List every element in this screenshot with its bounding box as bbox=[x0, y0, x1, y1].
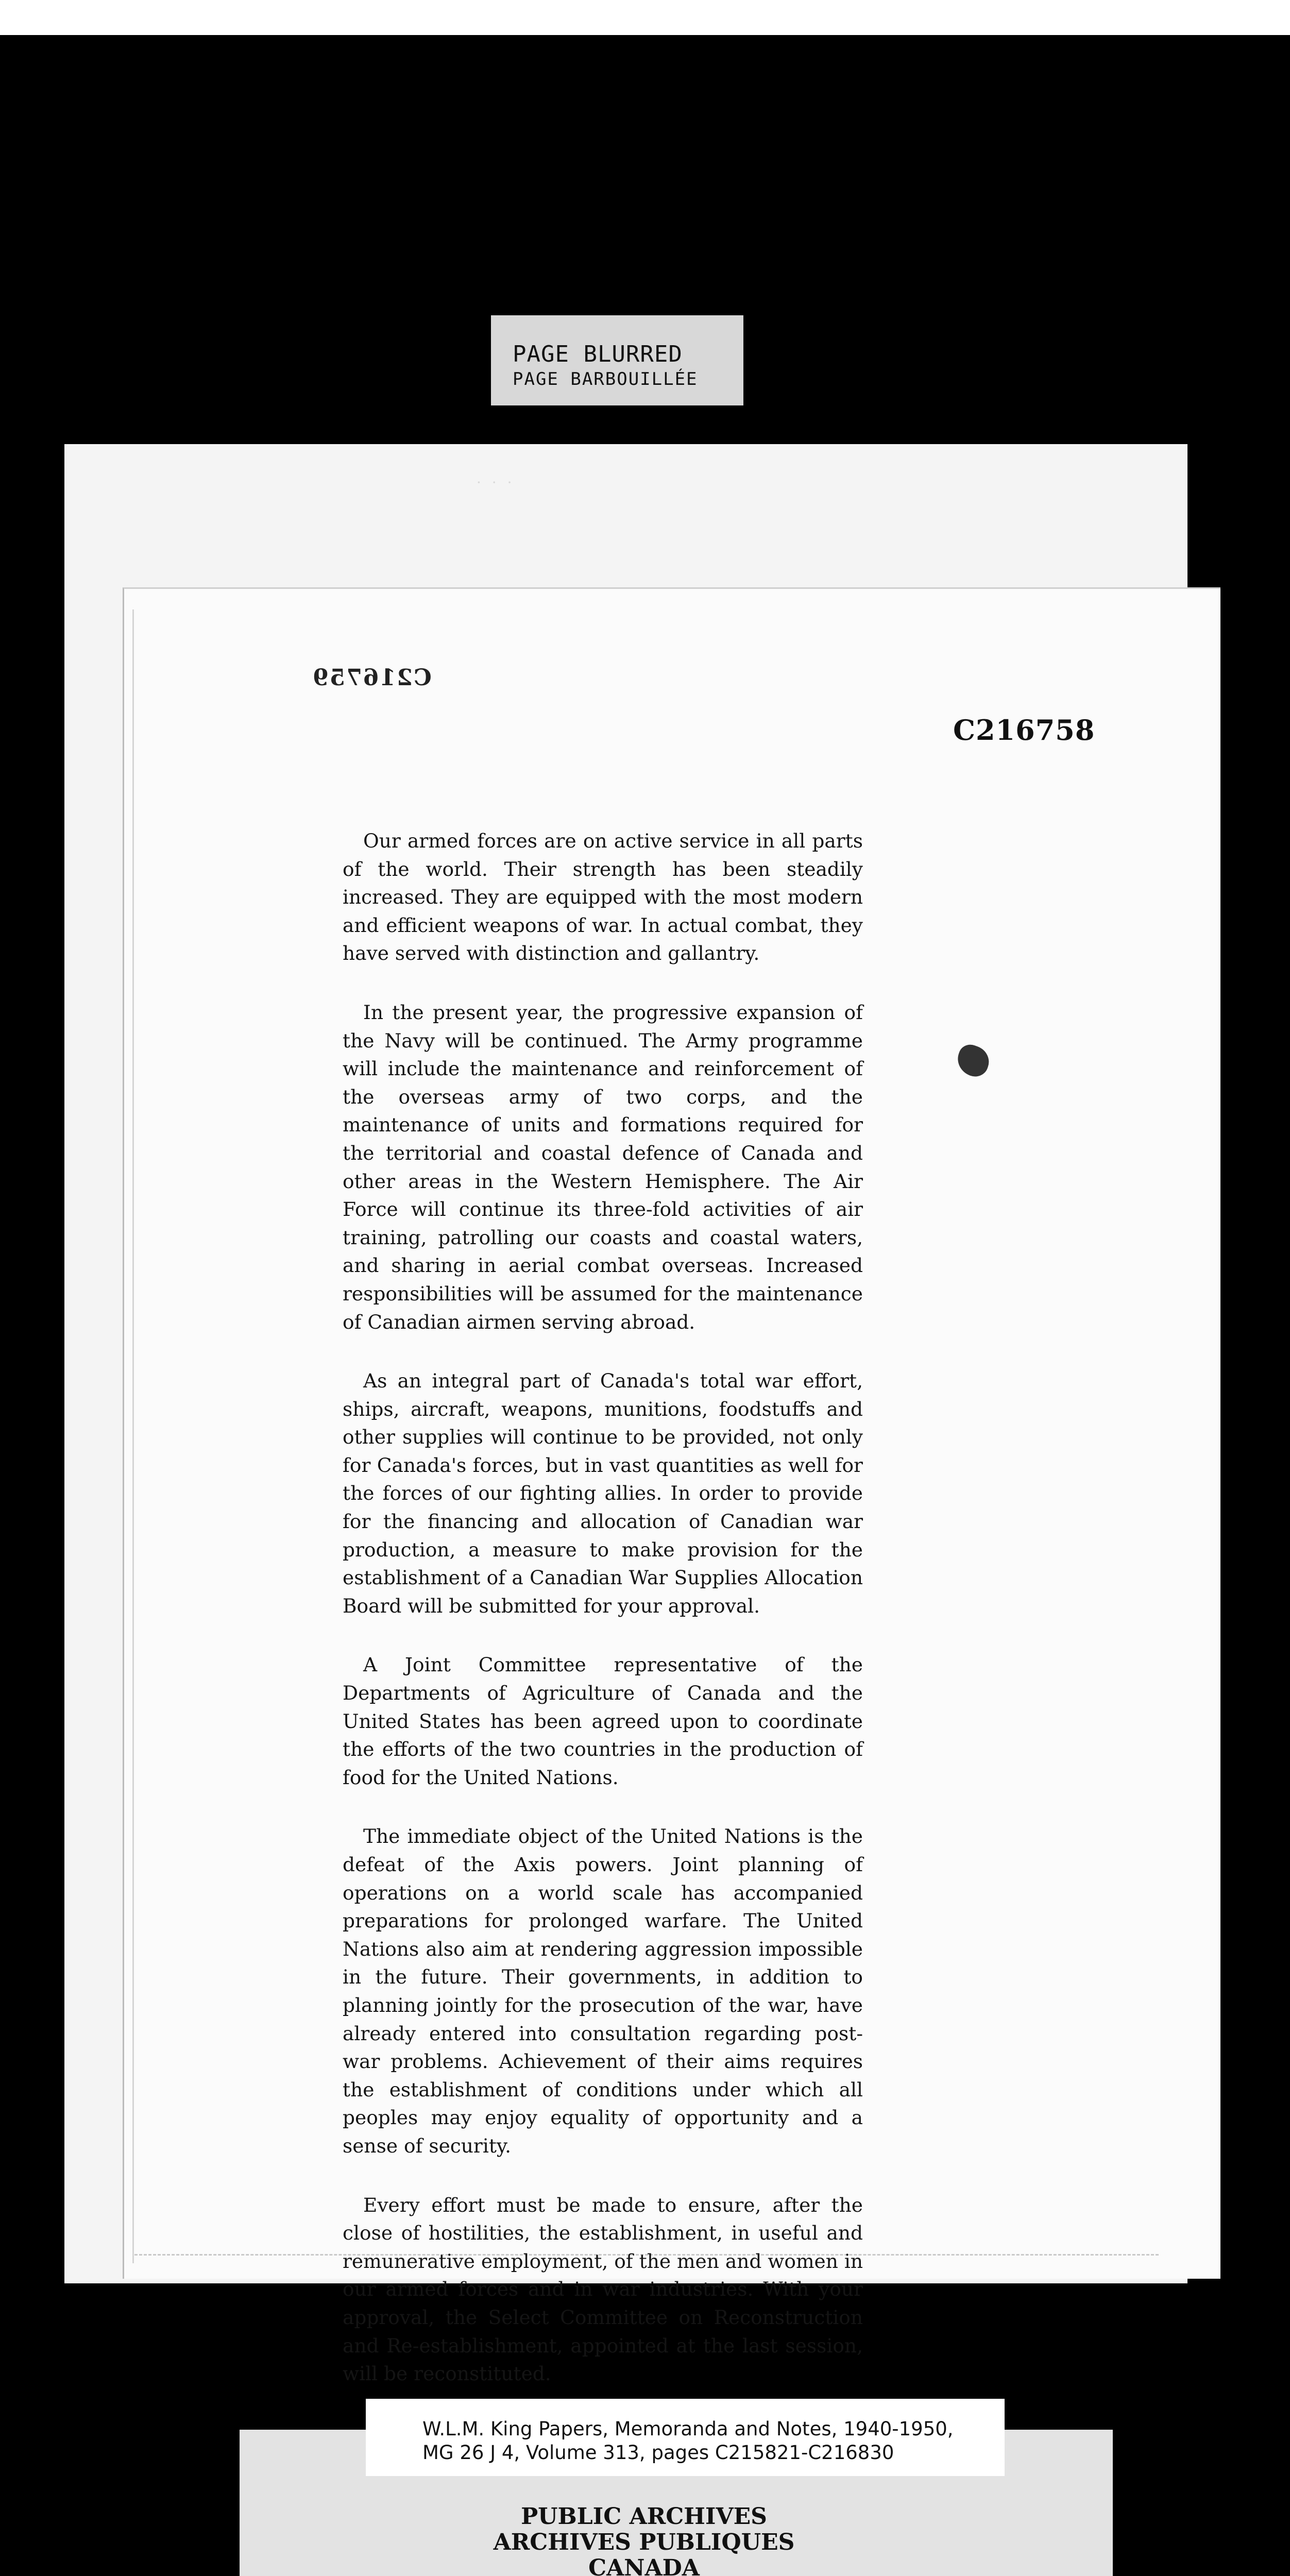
paragraph-war-supplies: As an integral part of Canada's total war effort, ships, aircraft, weapons, munitions, foodstuffs and other supplies will continue to be provided, not only for Canada's forces, but in vast quantities as well for the forces of our fighting allies. In order to provide for the financing and allocation of Canadian war production, a measure to make provision for the establishment of a Canadian War Supplies Allocation Board will be submitted for your approval. bbox=[343, 1369, 863, 1617]
document-body bbox=[343, 827, 863, 2388]
paragraph-united-nations: The immediate object of the United Nations is the defeat of the Axis powers. Joint planning of operations on a world scale has accompanied preparations for prolonged warfare. The United Nations also aim at rendering aggression impossible in the future. Their governments, in addition to planning jointly for the prosecution of the war, have already entered into consultation regarding post-war problems. Achievement of their aims requires the establishment of conditions under which all peoples may enjoy equality of opportunity and a sense of security. bbox=[343, 1825, 863, 2157]
public-archives-stamp bbox=[492, 2504, 796, 2576]
paragraph-armed-forces: Our armed forces are on active service in all parts of the world. Their strength has been steadily increased. They are equipped with the most modern and efficient weapons of war. In actual combat, they have served with distinction and gallantry. bbox=[343, 829, 863, 965]
reference-line-1: W.L.M. King Papers, Memoranda and Notes, 1940-1950, bbox=[422, 2418, 954, 2440]
archives-line-country: CANADA bbox=[588, 2555, 700, 2576]
archives-line-french: ARCHIVES PUBLIQUES bbox=[493, 2529, 795, 2555]
page-blurred-stamp bbox=[491, 315, 743, 405]
top-white-margin bbox=[0, 0, 1290, 35]
stamp-line-french: PAGE BARBOUILLÉE bbox=[513, 369, 698, 389]
document-number: C216758 bbox=[953, 714, 1095, 747]
collection-reference-label bbox=[366, 2399, 1005, 2476]
page-fold-line bbox=[132, 609, 134, 2263]
stamp-line-english: PAGE BLURRED bbox=[513, 341, 683, 367]
paragraph-joint-committee: A Joint Committee representative of the Departments of Agriculture of Canada and the United States has been agreed upon to coordinate the efforts of the two countries in the production of food for the United Nations. bbox=[343, 1653, 863, 1789]
paragraph-navy-army-air-force: In the present year, the progressive expansion of the Navy will be continued. The Army programme will include the maintenance and reinforcement of the overseas army of two corps, and the maintenance of units and formations required for the territorial and coastal defence of Canada and other areas in the Western Hemisphere. The Air Force will continue its three-fold activities of air training, patrolling our coasts and coastal waters, and sharing in aerial combat overseas. Increased responsibilities will be assumed for the maintenance of Canadian airmen serving abroad. bbox=[343, 1001, 863, 1333]
bleed-through-document-number: C216759 bbox=[312, 665, 432, 691]
reference-line-2: MG 26 J 4, Volume 313, pages C215821-C216830 bbox=[422, 2442, 894, 2464]
faint-bleed-mark: · · · bbox=[477, 474, 515, 491]
archives-line-english: PUBLIC ARCHIVES bbox=[521, 2503, 767, 2530]
paragraph-reconstruction: Every effort must be made to ensure, after the close of hostilities, the establishment, in useful and remunerative employment, of the men and women in our armed forces and in war industries. With your approval, the Select Committee on Reconstruction and Re-establishment, appointed at the last session, will be reconstituted. bbox=[343, 2193, 863, 2385]
